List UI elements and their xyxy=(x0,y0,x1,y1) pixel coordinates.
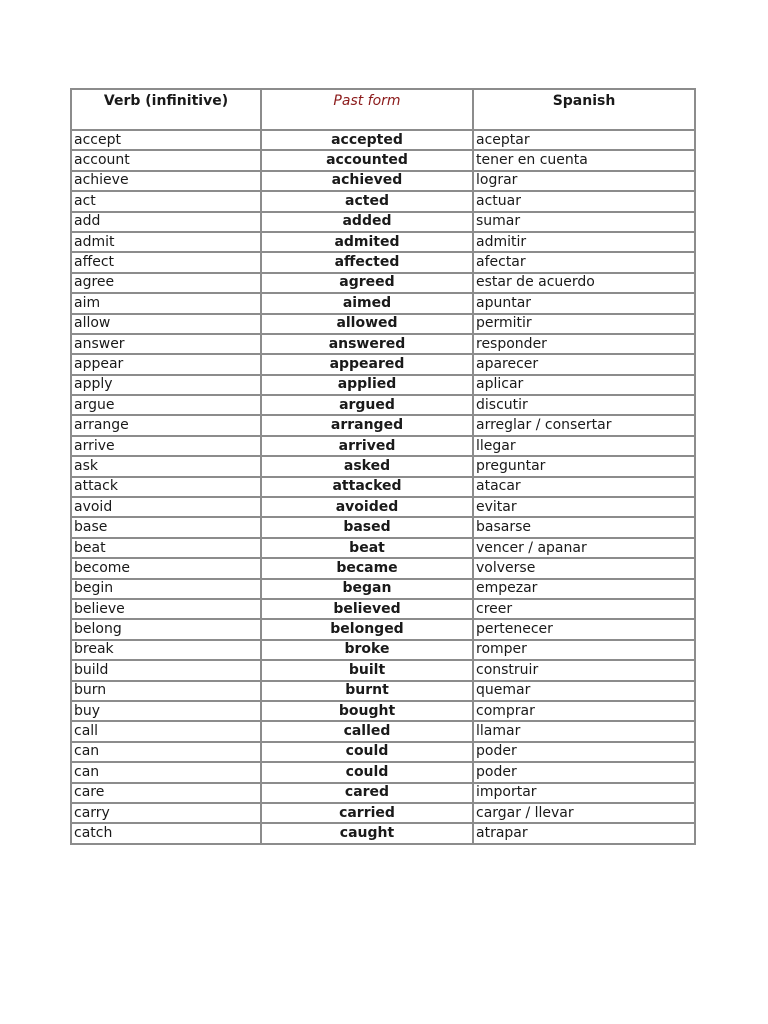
past-form-cell: beat xyxy=(261,538,473,558)
spanish-cell: vencer / apanar xyxy=(473,538,695,558)
table-row xyxy=(71,477,695,497)
table-row xyxy=(71,681,695,701)
past-form-cell: arrived xyxy=(261,436,473,456)
past-form-cell: cared xyxy=(261,783,473,803)
table-row xyxy=(71,334,695,354)
past-form-cell: answered xyxy=(261,334,473,354)
header-spanish: Spanish xyxy=(473,89,695,130)
infinitive-cell: begin xyxy=(71,579,261,599)
spanish-cell: comprar xyxy=(473,701,695,721)
spanish-cell: quemar xyxy=(473,681,695,701)
past-form-cell: became xyxy=(261,558,473,578)
spanish-cell: llamar xyxy=(473,721,695,741)
infinitive-cell: arrive xyxy=(71,436,261,456)
infinitive-cell: allow xyxy=(71,314,261,334)
past-form-cell: accepted xyxy=(261,130,473,150)
infinitive-cell: arrange xyxy=(71,415,261,435)
header-row xyxy=(71,89,695,130)
past-form-cell: broke xyxy=(261,640,473,660)
spanish-cell: permitir xyxy=(473,314,695,334)
past-form-cell: admited xyxy=(261,232,473,252)
infinitive-cell: act xyxy=(71,191,261,211)
past-form-cell: aimed xyxy=(261,293,473,313)
past-form-cell: based xyxy=(261,517,473,537)
infinitive-cell: burn xyxy=(71,681,261,701)
table-row xyxy=(71,191,695,211)
past-form-cell: attacked xyxy=(261,477,473,497)
spanish-cell: admitir xyxy=(473,232,695,252)
table-row xyxy=(71,273,695,293)
spanish-cell: actuar xyxy=(473,191,695,211)
infinitive-cell: become xyxy=(71,558,261,578)
table-header xyxy=(71,89,695,130)
infinitive-cell: care xyxy=(71,783,261,803)
table-row xyxy=(71,395,695,415)
table-row xyxy=(71,579,695,599)
table-row xyxy=(71,660,695,680)
infinitive-cell: call xyxy=(71,721,261,741)
spanish-cell: llegar xyxy=(473,436,695,456)
infinitive-cell: ask xyxy=(71,456,261,476)
spanish-cell: preguntar xyxy=(473,456,695,476)
table-row xyxy=(71,497,695,517)
table-row xyxy=(71,354,695,374)
table-row xyxy=(71,171,695,191)
table-row xyxy=(71,558,695,578)
past-form-cell: argued xyxy=(261,395,473,415)
spanish-cell: poder xyxy=(473,742,695,762)
infinitive-cell: appear xyxy=(71,354,261,374)
spanish-cell: volverse xyxy=(473,558,695,578)
spanish-cell: aparecer xyxy=(473,354,695,374)
infinitive-cell: catch xyxy=(71,823,261,843)
spanish-cell: aplicar xyxy=(473,375,695,395)
table-row xyxy=(71,517,695,537)
spanish-cell: evitar xyxy=(473,497,695,517)
infinitive-cell: beat xyxy=(71,538,261,558)
infinitive-cell: belong xyxy=(71,619,261,639)
spanish-cell: aceptar xyxy=(473,130,695,150)
table-row xyxy=(71,721,695,741)
past-form-cell: applied xyxy=(261,375,473,395)
spanish-cell: basarse xyxy=(473,517,695,537)
table-row xyxy=(71,375,695,395)
infinitive-cell: carry xyxy=(71,803,261,823)
table-row xyxy=(71,456,695,476)
spanish-cell: lograr xyxy=(473,171,695,191)
spanish-cell: romper xyxy=(473,640,695,660)
table-row xyxy=(71,538,695,558)
infinitive-cell: admit xyxy=(71,232,261,252)
infinitive-cell: accept xyxy=(71,130,261,150)
infinitive-cell: attack xyxy=(71,477,261,497)
past-form-cell: allowed xyxy=(261,314,473,334)
infinitive-cell: believe xyxy=(71,599,261,619)
spanish-cell: construir xyxy=(473,660,695,680)
verb-table xyxy=(70,88,696,845)
infinitive-cell: base xyxy=(71,517,261,537)
spanish-cell: atrapar xyxy=(473,823,695,843)
infinitive-cell: answer xyxy=(71,334,261,354)
table-row xyxy=(71,762,695,782)
past-form-cell: called xyxy=(261,721,473,741)
past-form-cell: avoided xyxy=(261,497,473,517)
spanish-cell: afectar xyxy=(473,252,695,272)
spanish-cell: poder xyxy=(473,762,695,782)
infinitive-cell: achieve xyxy=(71,171,261,191)
spanish-cell: sumar xyxy=(473,212,695,232)
spanish-cell: tener en cuenta xyxy=(473,150,695,170)
infinitive-cell: account xyxy=(71,150,261,170)
past-form-cell: could xyxy=(261,762,473,782)
past-form-cell: affected xyxy=(261,252,473,272)
spanish-cell: pertenecer xyxy=(473,619,695,639)
infinitive-cell: add xyxy=(71,212,261,232)
past-form-cell: caught xyxy=(261,823,473,843)
table-row xyxy=(71,252,695,272)
past-form-cell: agreed xyxy=(261,273,473,293)
past-form-cell: acted xyxy=(261,191,473,211)
table-row xyxy=(71,783,695,803)
table-row xyxy=(71,293,695,313)
spanish-cell: discutir xyxy=(473,395,695,415)
table-row xyxy=(71,599,695,619)
past-form-cell: appeared xyxy=(261,354,473,374)
spanish-cell: apuntar xyxy=(473,293,695,313)
past-form-cell: asked xyxy=(261,456,473,476)
table-body xyxy=(71,130,695,844)
past-form-cell: believed xyxy=(261,599,473,619)
past-form-cell: accounted xyxy=(261,150,473,170)
table-row xyxy=(71,415,695,435)
past-form-cell: carried xyxy=(261,803,473,823)
infinitive-cell: agree xyxy=(71,273,261,293)
table-row xyxy=(71,232,695,252)
spanish-cell: creer xyxy=(473,599,695,619)
past-form-cell: burnt xyxy=(261,681,473,701)
past-form-cell: built xyxy=(261,660,473,680)
past-form-cell: could xyxy=(261,742,473,762)
infinitive-cell: can xyxy=(71,762,261,782)
spanish-cell: cargar / llevar xyxy=(473,803,695,823)
table-row xyxy=(71,640,695,660)
spanish-cell: importar xyxy=(473,783,695,803)
infinitive-cell: affect xyxy=(71,252,261,272)
spanish-cell: atacar xyxy=(473,477,695,497)
table-row xyxy=(71,212,695,232)
past-form-cell: began xyxy=(261,579,473,599)
infinitive-cell: argue xyxy=(71,395,261,415)
infinitive-cell: buy xyxy=(71,701,261,721)
table-row xyxy=(71,619,695,639)
table-row xyxy=(71,314,695,334)
table-row xyxy=(71,701,695,721)
table-row xyxy=(71,823,695,843)
table-row xyxy=(71,436,695,456)
infinitive-cell: avoid xyxy=(71,497,261,517)
spanish-cell: estar de acuerdo xyxy=(473,273,695,293)
table-row xyxy=(71,130,695,150)
past-form-cell: arranged xyxy=(261,415,473,435)
past-form-cell: belonged xyxy=(261,619,473,639)
table-row xyxy=(71,742,695,762)
infinitive-cell: aim xyxy=(71,293,261,313)
table-row xyxy=(71,150,695,170)
infinitive-cell: apply xyxy=(71,375,261,395)
past-form-cell: added xyxy=(261,212,473,232)
past-form-cell: achieved xyxy=(261,171,473,191)
spanish-cell: arreglar / consertar xyxy=(473,415,695,435)
infinitive-cell: break xyxy=(71,640,261,660)
spanish-cell: responder xyxy=(473,334,695,354)
spanish-cell: empezar xyxy=(473,579,695,599)
past-form-cell: bought xyxy=(261,701,473,721)
table-row xyxy=(71,803,695,823)
header-infinitive: Verb (infinitive) xyxy=(71,89,261,130)
header-past-form: Past form xyxy=(261,89,473,130)
infinitive-cell: can xyxy=(71,742,261,762)
infinitive-cell: build xyxy=(71,660,261,680)
